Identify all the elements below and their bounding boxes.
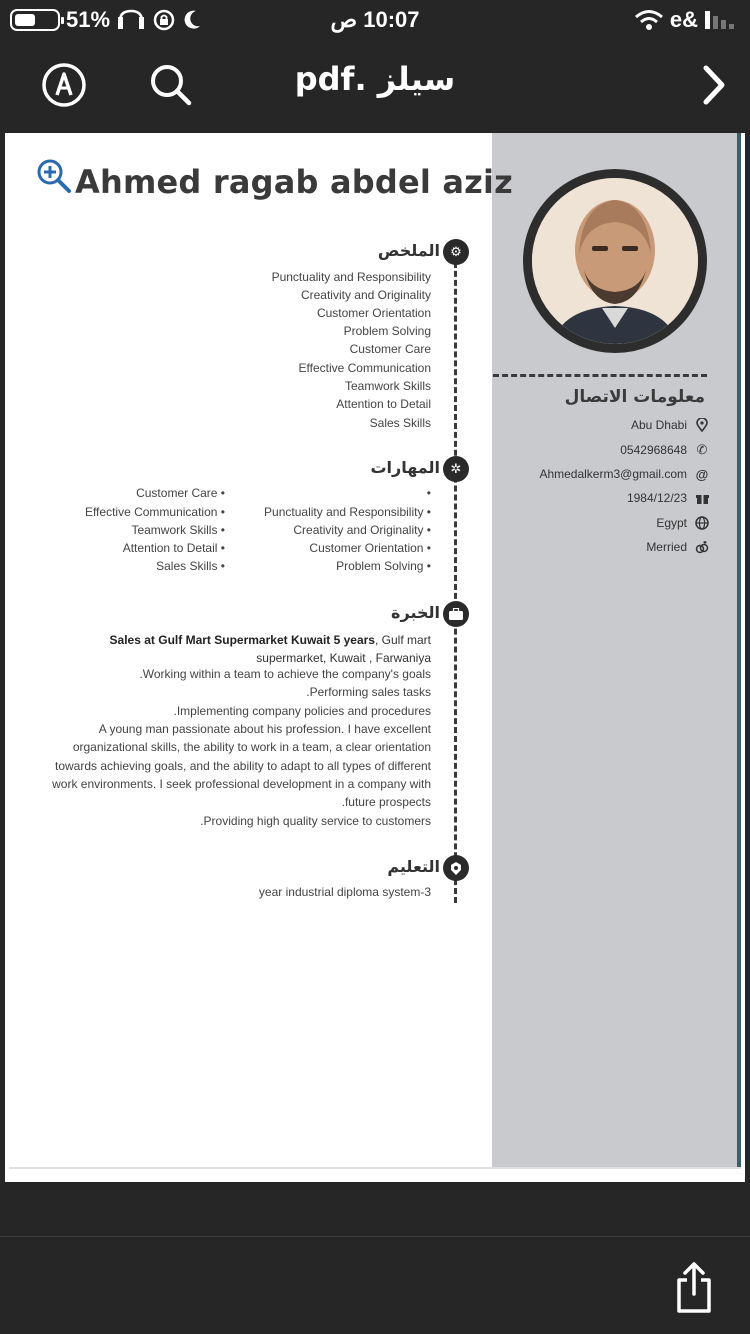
skills-title: المهارات [370,458,440,477]
experience-line: A young man passionate about his profession. I have excellent [98,722,431,736]
markup-pen-icon [41,62,87,108]
contact-marital-value: Merried [646,540,687,554]
summary-item: Sales Skills [369,416,431,430]
summary-item: Problem Solving [343,324,431,338]
experience-line: .Working within a team to achieve the company's goals [139,667,431,681]
search-button[interactable] [146,60,196,110]
status-time: 10:07 ص [330,7,420,32]
contact-birthdate [627,491,709,505]
contact-phone [620,443,709,457]
contact-location [631,418,709,432]
skills-item: Customer Care • [136,486,225,500]
status-right [634,7,738,33]
summary-item: Punctuality and Responsibility [271,270,431,284]
summary-item: Attention to Detail [336,397,431,411]
status-bar [0,0,750,42]
skills-item: Teamwork Skills • [131,523,225,537]
person-silhouette [532,178,698,344]
nav-bar [0,42,750,130]
experience-line: .Performing sales tasks [306,685,431,699]
contact-title: معلومات الاتصال [564,387,705,407]
toolbar-divider [0,1236,750,1237]
profile-photo-image [532,178,698,344]
section-timeline [454,253,457,903]
zoom-in-icon [35,157,73,195]
summary-item: Creativity and Originality [300,288,431,302]
location-icon [695,418,709,432]
gear-icon: ⚙ [443,239,469,265]
forward-button[interactable] [688,60,738,110]
skills-item: Attention to Detail • [123,541,225,555]
phone-icon: ✆ [696,442,708,457]
skills-item: Problem Solving • [336,559,431,573]
resume-name: Ahmed ragab abdel aziz [75,163,513,201]
markup-button[interactable] [39,60,89,110]
contact-divider [493,374,707,377]
rings-icon [695,540,709,554]
search-icon [148,62,194,108]
gift-icon [695,491,709,505]
skills-item [427,486,431,500]
skills-item: Customer Orientation • [309,541,431,555]
document-title: سيلز .pdf [294,60,456,98]
carrier-name: e& [669,7,698,32]
sidebar-edge [737,133,741,1167]
skills-item: Creativity and Originality • [293,523,431,537]
skills-item: Effective Communication • [85,505,225,519]
contact-country-value: Egypt [656,516,687,530]
page-bottom-edge [9,1167,741,1169]
contact-country [656,516,709,530]
contact-marital [646,540,709,554]
chevron-right-icon [698,64,728,106]
experience-line: .future prospects [341,795,431,809]
globe-icon [695,516,709,530]
summary-item: Teamwork Skills [344,379,431,393]
education-title: التعليم [387,857,440,876]
experience-job-title: Sales at Gulf Mart Supermarket Kuwait 5 years [109,633,375,647]
skills-item: Sales Skills • [156,559,225,573]
share-icon [674,1262,714,1314]
experience-job-place: , Gulf mart supermarket, Kuwait , Farwaniya [256,633,431,665]
education-icon [443,855,469,881]
skills-gear-icon: ✲ [443,456,469,482]
wifi-icon [634,9,664,31]
experience-line: .Implementing company policies and procedures [173,704,431,718]
signal-icon [704,9,738,31]
pdf-page[interactable] [5,133,745,1182]
contact-location-value: Abu Dhabi [630,418,687,432]
summary-item: Effective Communication [298,361,431,375]
profile-photo [523,169,707,353]
contact-email [539,467,709,481]
skills-item: Punctuality and Responsibility • [264,505,431,519]
education-line: year industrial diploma system-3 [258,885,431,899]
experience-line: towards achieving goals, and the ability to adapt to all types of different [54,759,431,773]
contact-birthdate-value: 1984/12/23 [626,491,687,505]
contact-phone-value: 0542968648 [620,443,687,457]
experience-line: .Providing high quality service to customers [200,814,431,828]
summary-title: الملخص [377,241,440,260]
summary-item: Customer Care [349,342,431,356]
experience-line: work environments. I seek professional development in a company with [52,777,431,791]
contact-email-value: Ahmedalkerm3@gmail.com [539,467,687,481]
experience-title: الخبرة [391,603,440,622]
experience-line: organizational skills, the ability to work in a team, a clear orientation [72,740,431,754]
share-button[interactable] [670,1258,718,1318]
battery-percent: 51% [66,7,111,32]
summary-item: Customer Orientation [316,306,431,320]
experience-job [51,631,431,667]
briefcase-icon [443,601,469,627]
email-icon: @ [695,466,709,482]
